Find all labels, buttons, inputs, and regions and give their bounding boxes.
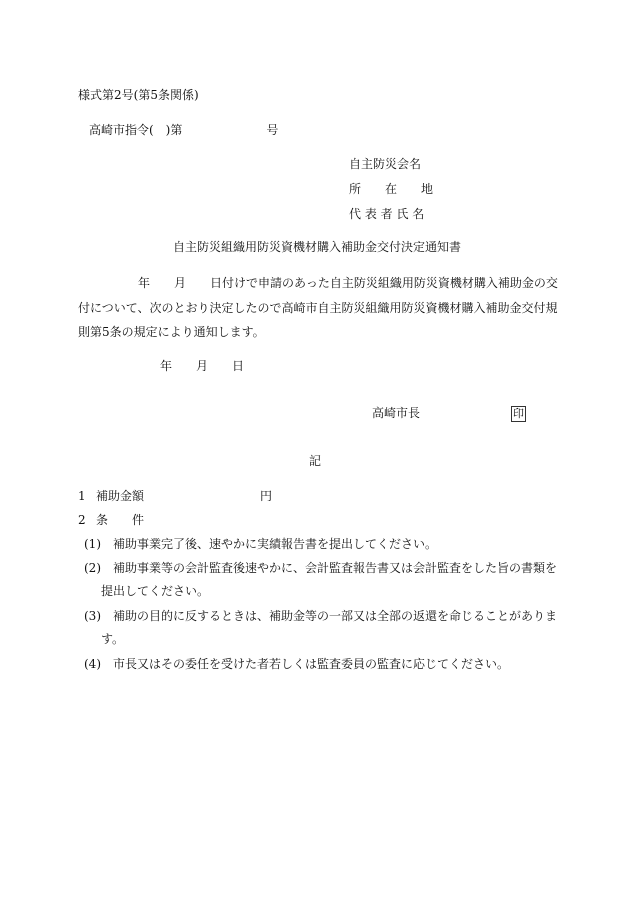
body-line-2: 付について、次のとおり決定したので高崎市自主防災組織用防災資機材購入補助金交付規	[78, 301, 558, 315]
condition-1-text: 補助事業完了後、速やかに実績報告書を提出してください。	[113, 537, 438, 551]
recipient-org-label: 自主防災会名	[349, 157, 422, 171]
section-1-unit: 円	[260, 489, 273, 503]
recipient-address-label: 所 在 地	[349, 182, 434, 196]
document-title: 自主防災組織用防災資機材購入補助金交付決定通知書	[173, 240, 462, 254]
condition-3-text-cont: す。	[101, 632, 125, 646]
condition-4-text: 市長又はその委任を受けた者若しくは監査委員の監査に応じてください。	[113, 657, 510, 671]
condition-3-text: 補助の目的に反するときは、補助金等の一部又は全部の返還を命じることがありま	[113, 609, 558, 623]
ki-heading: 記	[309, 454, 322, 468]
section-1-label: 補助金額	[96, 489, 145, 503]
condition-4-number: (4)	[84, 657, 101, 671]
condition-1-number: (1)	[84, 537, 101, 551]
condition-3-number: (3)	[84, 609, 101, 623]
section-2-number: 2	[78, 513, 86, 527]
condition-2-text: 補助事業等の会計監査後速やかに、会計監査報告書又は会計監査をした旨の書類を	[113, 561, 558, 575]
seal-mark: 印	[513, 407, 524, 420]
condition-2-number: (2)	[84, 561, 101, 575]
condition-2-text-cont: 提出してください。	[101, 584, 210, 598]
reference-number: 高崎市指令( )第 号	[89, 123, 279, 137]
section-2-label: 条 件	[96, 513, 145, 527]
form-label: 様式第2号(第5条関係)	[78, 88, 199, 102]
body-line-3: 則第5条の規定により通知します。	[78, 325, 265, 339]
body-line-1: 年 月 日付けで申請のあった自主防災組織用防災資機材購入補助金の交	[78, 276, 558, 290]
date-line: 年 月 日	[160, 359, 245, 373]
seal-box	[511, 404, 526, 422]
section-1-number: 1	[78, 489, 86, 503]
issuer-name: 高崎市長	[372, 406, 421, 420]
recipient-representative-label: 代 表 者 氏 名	[349, 207, 425, 221]
